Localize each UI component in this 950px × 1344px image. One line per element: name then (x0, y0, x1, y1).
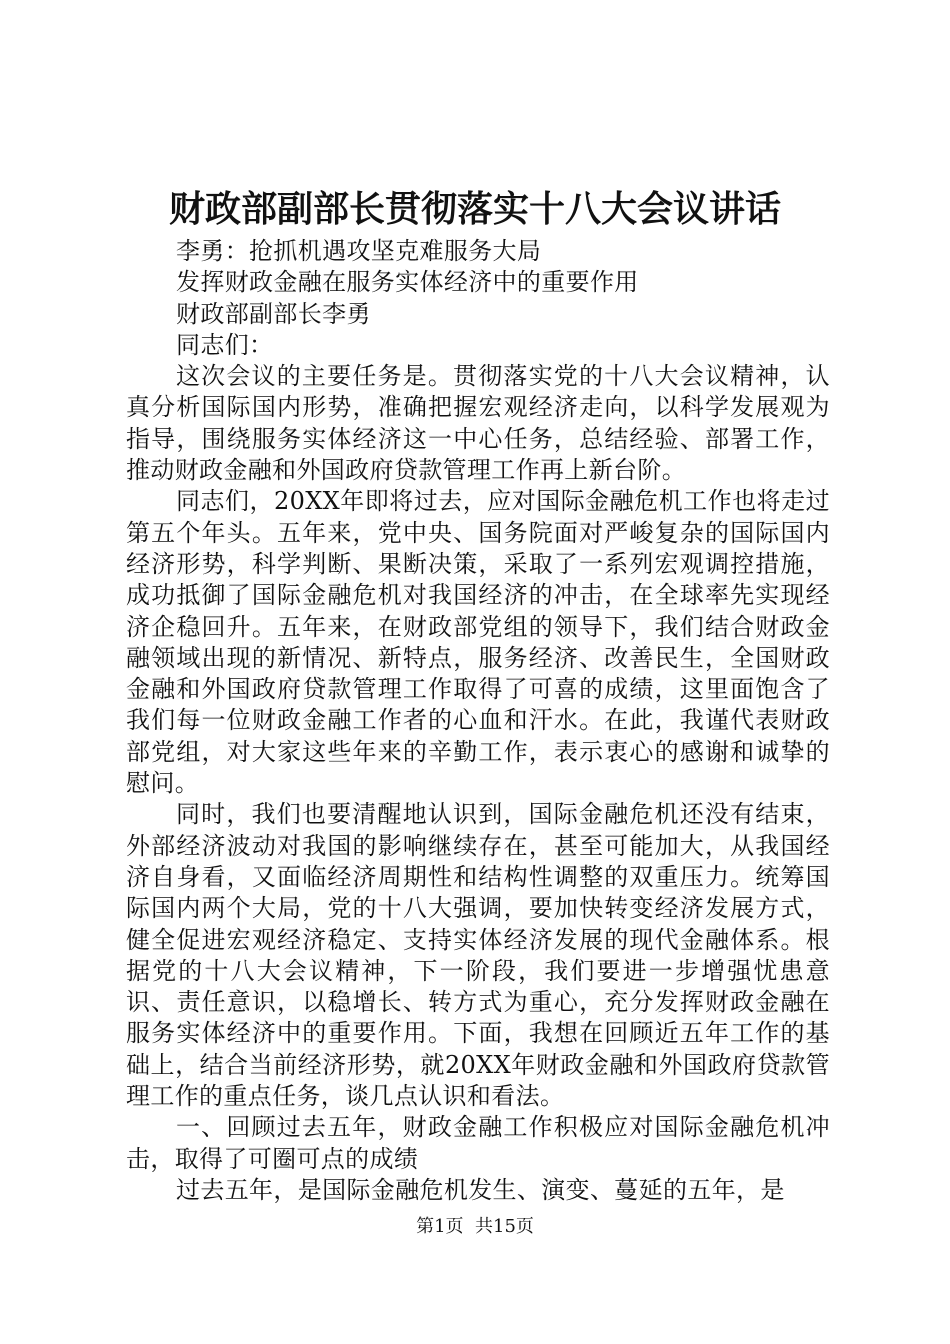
speaker-line: 财政部副部长李勇 (176, 299, 371, 328)
body-paragraph: 同时，我们也要清醒地认识到，国际金融危机还没有结束，外部经济波动对我国的影响继续存在，甚至可能加大，从我国经济自身看，又面临经济周期性和结构性调整的双重压力。统筹国际国内两个大局，党的十八大强调，要加快转变经济发展方式，健全促进宏观经济稳定、支持实体经济发展的现代金融体系。根据党的十八大会议精神，下一阶段，我们要进一步增强忧患意识、责任意识，以稳增长、转方式为重心，充分发挥财政金融在服务实体经济中的重要作用。下面，我想在回顾近五年工作的基础上，结合当前经济形势，就20XX年财政金融和外国政府贷款管理工作的重点任务，谈几点认识和看法。 (126, 800, 830, 1111)
page-footer (0, 1214, 950, 1240)
speech-headline: 李勇：抢抓机遇攻坚克难服务大局 (176, 237, 542, 265)
speech-subheadline: 发挥财政金融在服务实体经济中的重要作用 (176, 268, 639, 297)
salutation: 同志们： (176, 330, 274, 359)
document-body (126, 236, 830, 1206)
page-number: 第1页 (416, 1216, 464, 1237)
section-heading: 一、回顾过去五年，财政金融工作积极应对国际金融危机冲击，取得了可圈可点的成绩 (126, 1113, 830, 1173)
body-paragraph: 这次会议的主要任务是。贯彻落实党的十八大会议精神，认真分析国际国内形势，准确把握宏观经济走向，以科学发展观为指导，围绕服务实体经济这一中心任务，总结经验、部署工作，推动财政金融和外国政府贷款管理工作再上新台阶。 (126, 362, 830, 485)
document-title: 财政部副部长贯彻落实十八大会议讲话 (168, 188, 781, 230)
body-paragraph: 同志们，20XX年即将过去，应对国际金融危机工作也将走过第五个年头。五年来，党中央、国务院面对严峻复杂的国际国内经济形势，科学判断、果断决策，采取了一系列宏观调控措施，成功抵御了国际金融危机对我国经济的冲击，在全球率先实现经济企稳回升。五年来，在财政部党组的领导下，我们结合财政金融领域出现的新情况、新特点，服务经济、改善民生，全国财政金融和外国政府贷款管理工作取得了可喜的成绩，这里面饱含了我们每一位财政金融工作者的心血和汗水。在此，我谨代表财政部党组，对大家这些年来的辛勤工作，表示衷心的感谢和诚挚的慰问。 (126, 487, 830, 798)
body-paragraph: 过去五年，是国际金融危机发生、演变、蔓延的五年，是 (176, 1175, 785, 1204)
page-total: 共15页 (475, 1216, 534, 1237)
